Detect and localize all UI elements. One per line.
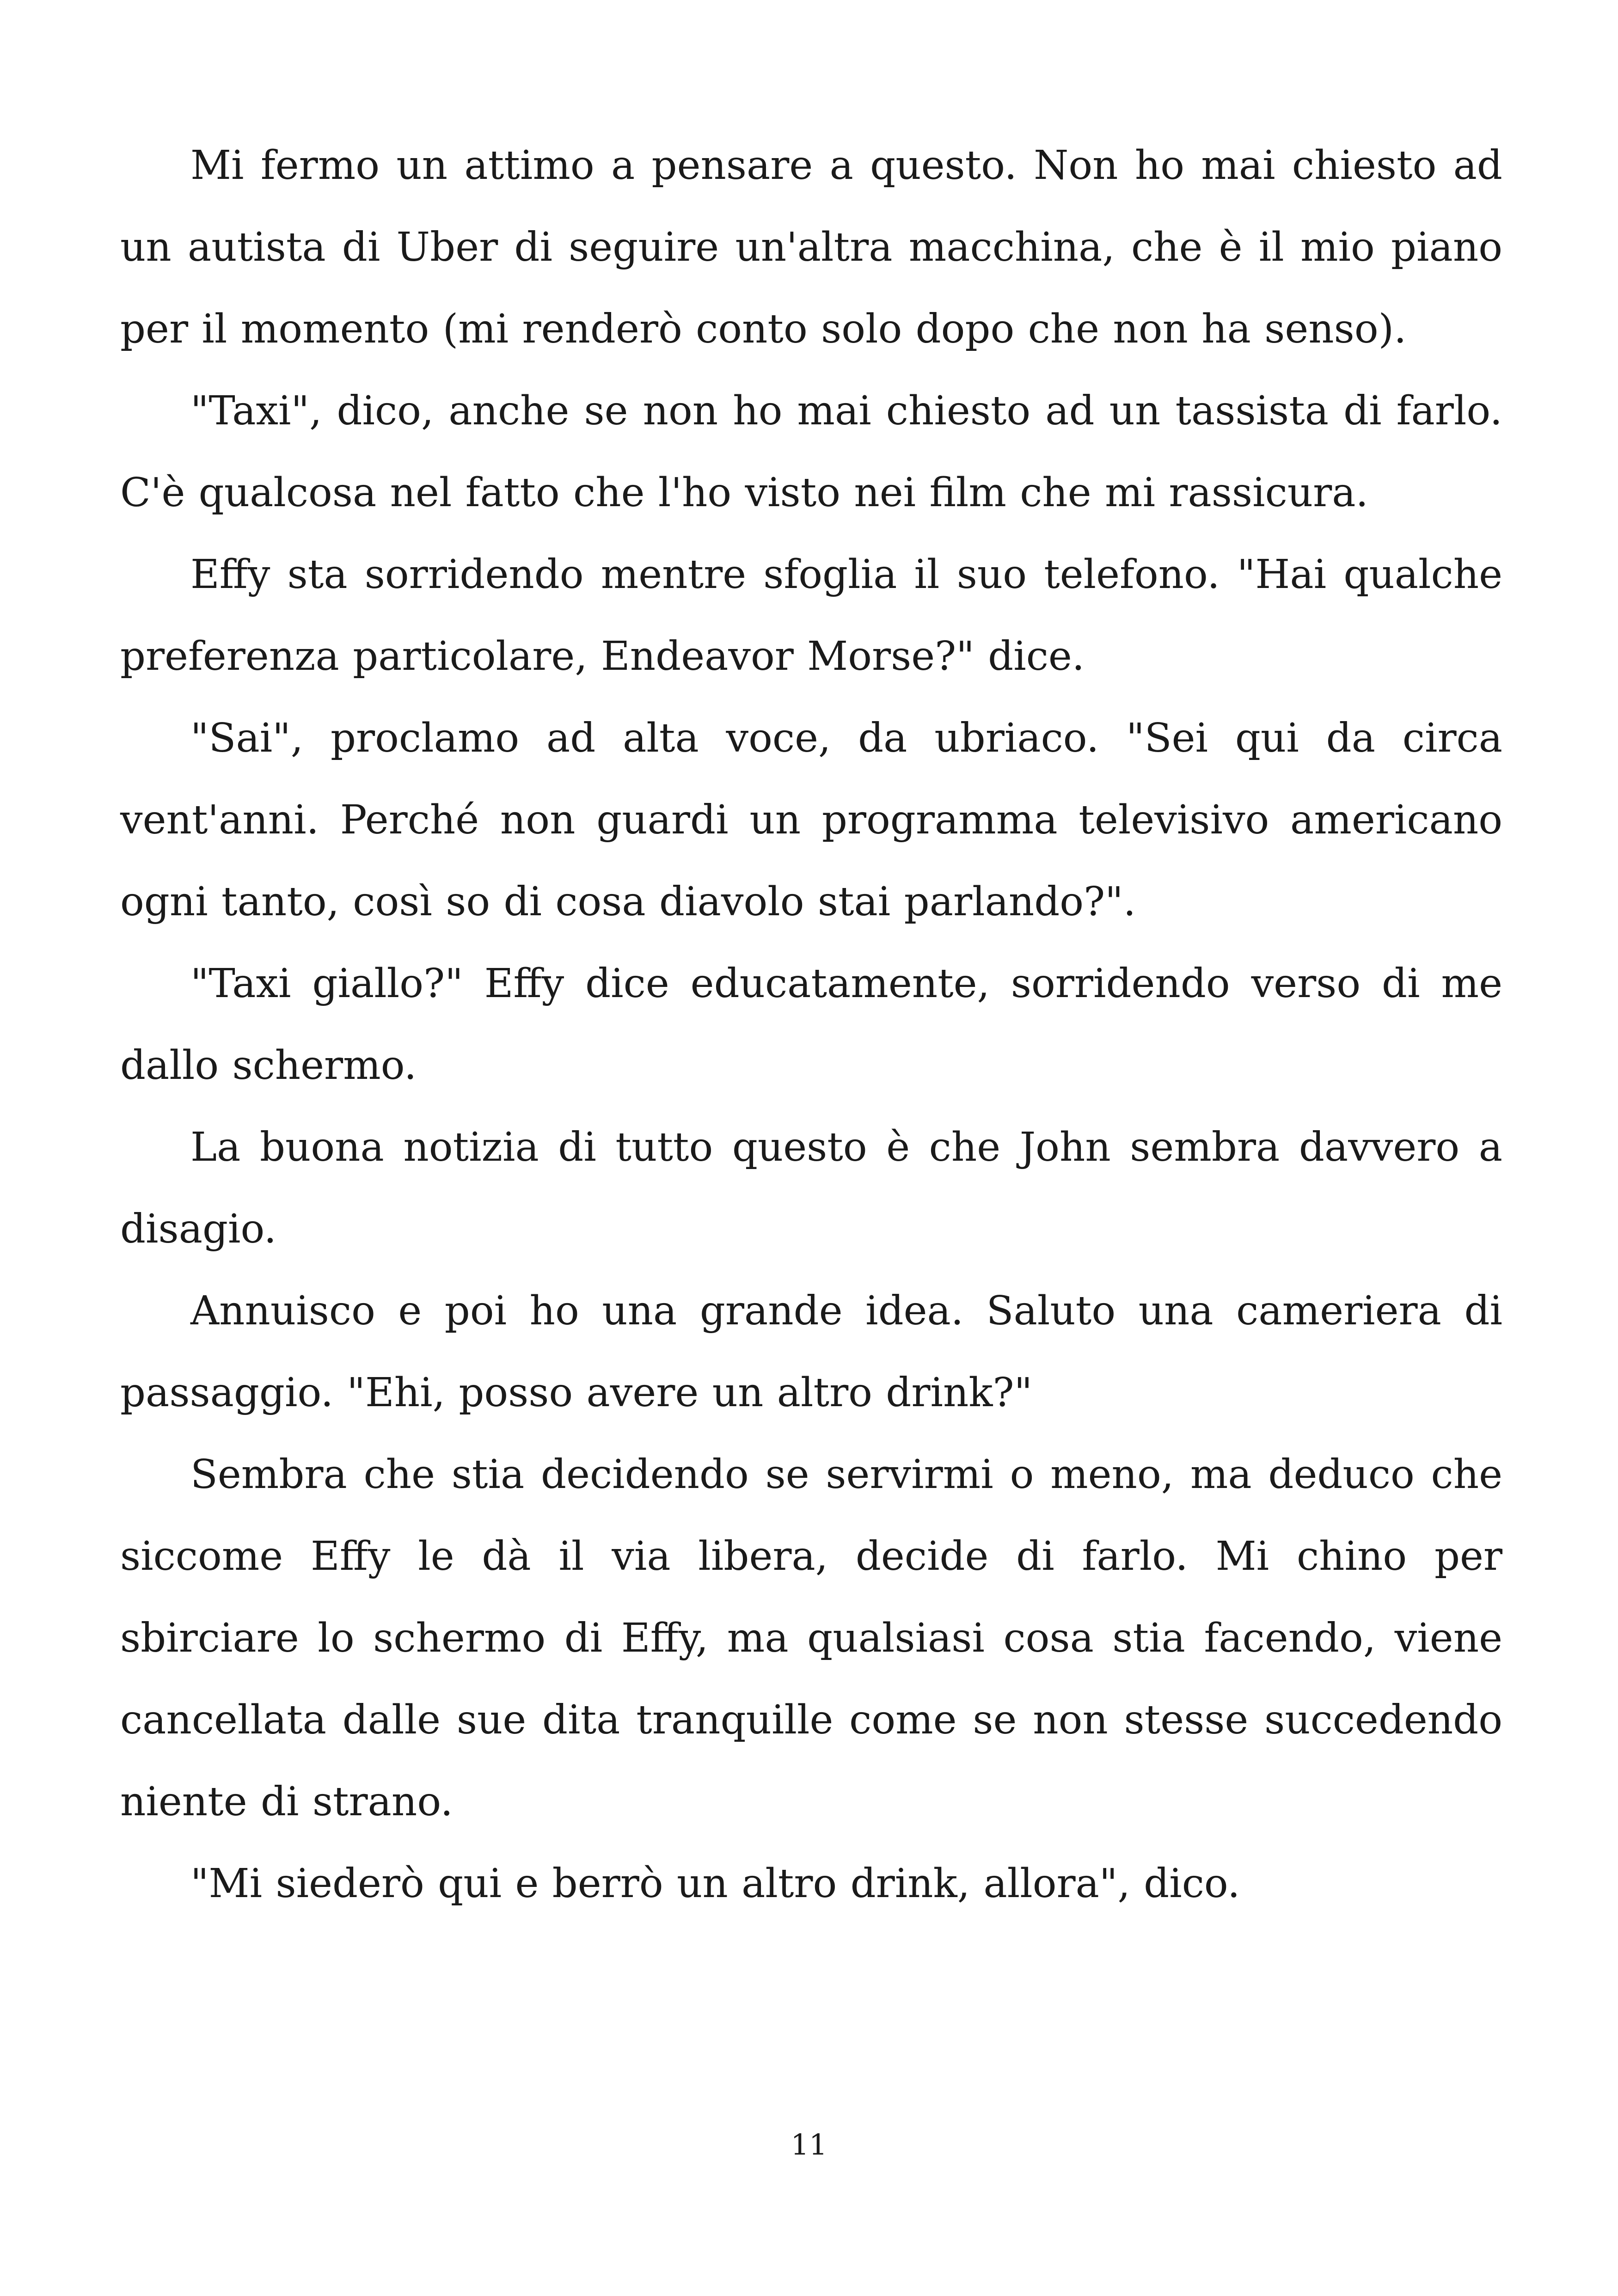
paragraph: Sembra che stia decidendo se servirmi o meno, ma deduco che siccome Effy le dà il via libera, decide di farlo. Mi chino per sbirciare lo schermo di Effy, ma qualsiasi cosa stia facendo, viene cancellata dalle sue dita tranquille come se non stesse succedendo niente di strano. (120, 1451, 1502, 1825)
paragraph: "Taxi", dico, anche se non ho mai chiesto ad un tassista di farlo. C'è qualcosa nel fatto che l'ho visto nei film che mi rassicura. (120, 388, 1502, 516)
paragraph: "Mi siederò qui e berrò un altro drink, allora", dico. (190, 1861, 1240, 1907)
body-text (120, 125, 1502, 1925)
paragraph: Annuisco e poi ho una grande idea. Saluto una cameriera di passaggio. "Ehi, posso avere un altro drink?" (120, 1288, 1502, 1416)
paragraph: La buona notizia di tutto questo è che John sembra davvero a disagio. (120, 1124, 1502, 1252)
paragraph: Effy sta sorridendo mentre sfoglia il suo telefono. "Hai qualche preferenza particolare, Endeavor Morse?" dice. (120, 551, 1502, 680)
paragraph: Mi fermo un attimo a pensare a questo. Non ho mai chiesto ad un autista di Uber di seguire un'altra macchina, che è il mio piano per il momento (mi renderò conto solo dopo che non ha senso). (120, 142, 1502, 352)
page-number: 11 (791, 2128, 827, 2161)
paragraph: "Taxi giallo?" Effy dice educatamente, sorridendo verso di me dallo schermo. (120, 961, 1502, 1089)
paragraph: "Sai", proclamo ad alta voce, da ubriaco. "Sei qui da circa vent'anni. Perché non guardi un programma televisivo americano ogni tanto, così so di cosa diavolo stai parlando?". (120, 715, 1502, 925)
